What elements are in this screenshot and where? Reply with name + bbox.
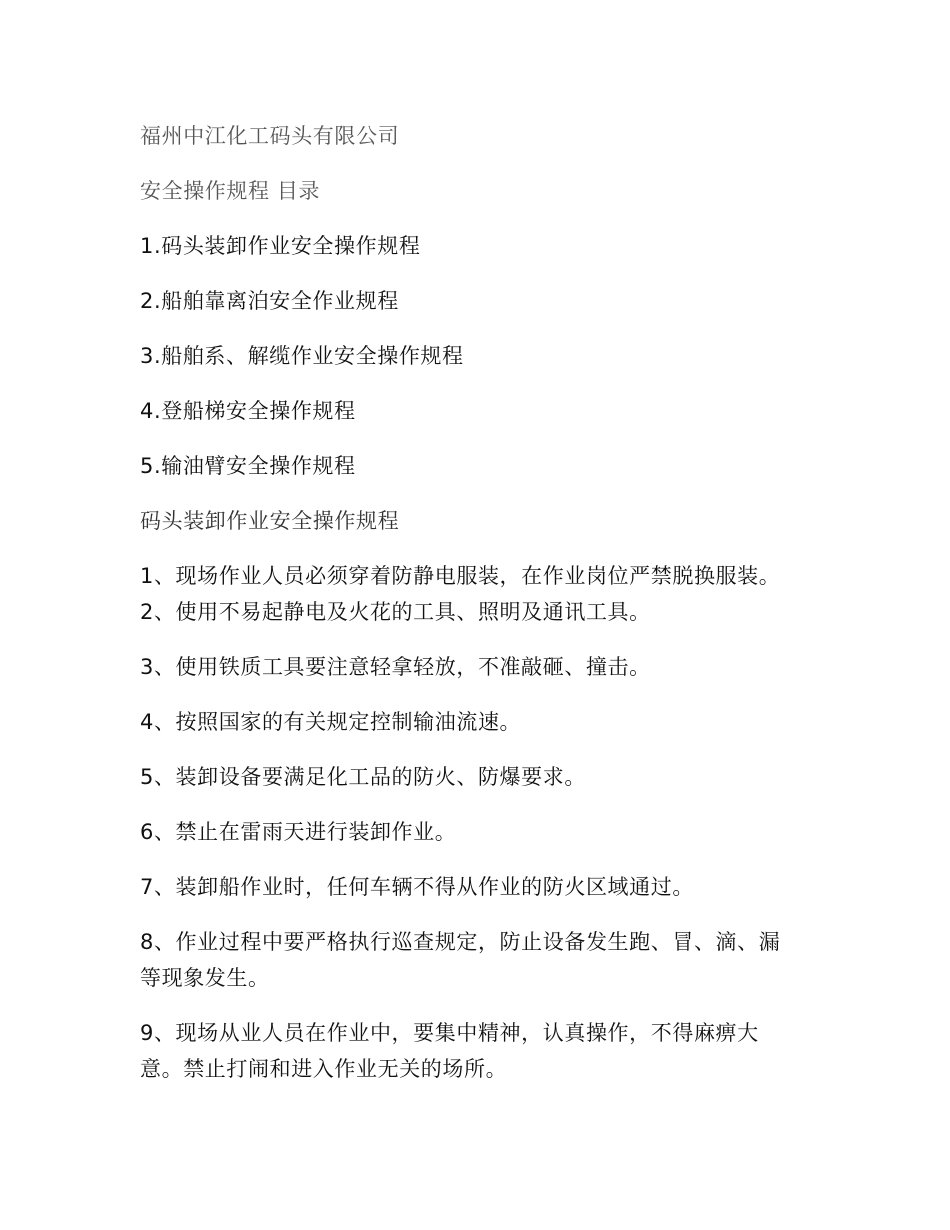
rule-paragraph: 1、现场作业人员必须穿着防静电服装，在作业岗位严禁脱换服装。 2、使用不易起静电及火花的工具、照明及通讯工具。 (140, 564, 781, 624)
toc-item: 4.登船梯安全操作规程 (140, 399, 356, 423)
section-title: 码头装卸作业安全操作规程 (140, 509, 400, 533)
rule-paragraph: 3、使用铁质工具要注意轻拿轻放，不准敲砸、撞击。 (140, 655, 651, 679)
company-name: 福州中江化工码头有限公司 (140, 124, 400, 148)
rule-paragraph: 6、禁止在雷雨天进行装卸作业。 (140, 820, 457, 844)
document-body (140, 118, 800, 1106)
rule-paragraph: 8、作业过程中要严格执行巡查规定，防止设备发生跑、冒、滴、漏等现象发生。 (140, 930, 781, 990)
toc-item: 5.输油臂安全操作规程 (140, 454, 356, 478)
rules-list (140, 558, 800, 1087)
rule-paragraph: 9、现场从业人员在作业中，要集中精神，认真操作，不得麻痹大意。禁止打闹和进入作业无关的场所。 (140, 1021, 759, 1081)
table-of-contents (140, 228, 800, 484)
toc-item: 2.船舶靠离泊安全作业规程 (140, 289, 399, 313)
toc-item: 3.船舶系、解缆作业安全操作规程 (140, 344, 464, 368)
toc-item: 1.码头装卸作业安全操作规程 (140, 234, 421, 258)
rule-paragraph: 7、装卸船作业时，任何车辆不得从作业的防火区域通过。 (140, 875, 694, 899)
toc-heading: 安全操作规程 目录 (140, 179, 321, 203)
rule-paragraph: 5、装卸设备要满足化工品的防火、防爆要求。 (140, 765, 586, 789)
rule-paragraph: 4、按照国家的有关规定控制输油流速。 (140, 710, 522, 734)
